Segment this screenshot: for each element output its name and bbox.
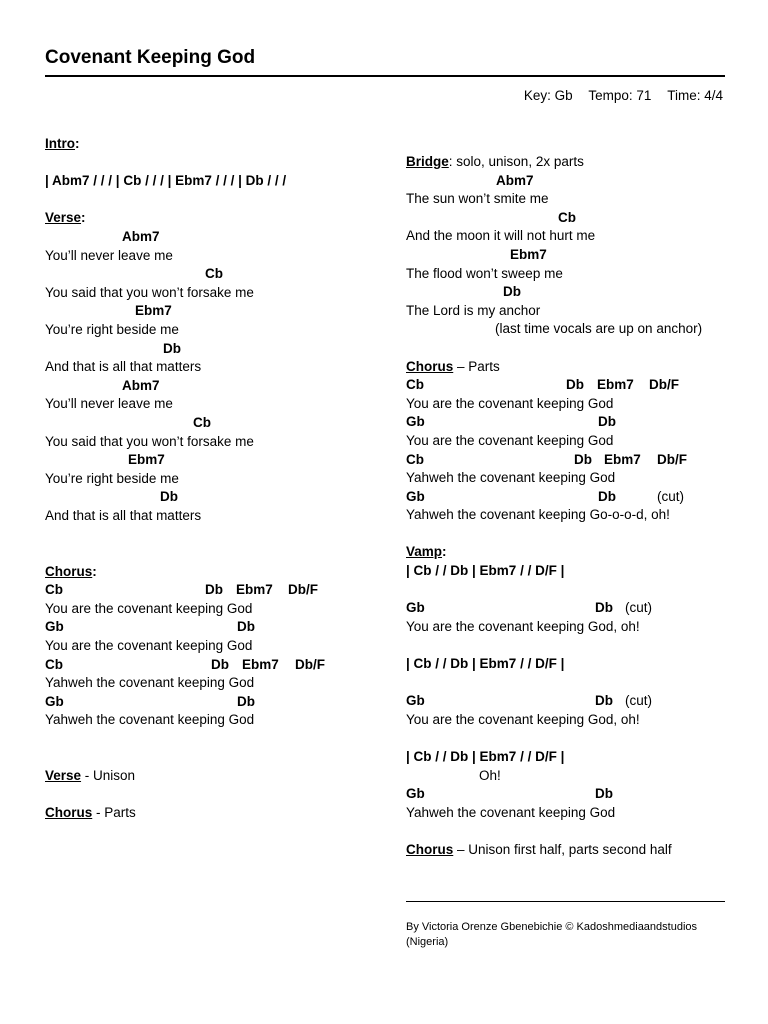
chord: Abm7 [496, 172, 534, 188]
chorus-note: – Parts [453, 358, 500, 374]
chord-line [45, 302, 375, 321]
lyric-line: The flood won’t sweep me [406, 265, 563, 281]
lyric-line: You’re right beside me [45, 470, 179, 486]
lyric-line: You’re right beside me [45, 321, 179, 337]
heading-colon: : [81, 210, 86, 226]
footer-rule [406, 901, 725, 902]
time-label: Time: 4/4 [667, 88, 723, 103]
chord: Db [237, 693, 255, 709]
chord-line [45, 414, 375, 433]
chord-line [45, 265, 375, 284]
lyric-line: The Lord is my anchor [406, 302, 541, 318]
heading-colon: : [442, 544, 447, 560]
cut-note: (cut) [625, 600, 652, 616]
chord: Db [211, 656, 229, 672]
oh-line [406, 767, 726, 786]
tempo-label: Tempo: 71 [588, 88, 652, 103]
chord: Ebm7 [510, 246, 547, 262]
chord-line [406, 376, 726, 395]
chord: Db/F [295, 656, 325, 672]
chord: Gb [406, 600, 425, 616]
chord: Cb [45, 582, 63, 598]
chord: Db [160, 489, 178, 505]
lyric-line: You are the covenant keeping God, oh! [406, 711, 640, 727]
lyric-line: You said that you won’t forsake me [45, 433, 254, 449]
lyric-line: And that is all that matters [45, 359, 202, 375]
bridge-heading-line [406, 153, 726, 172]
chord: Db [595, 600, 613, 616]
lyric-line: Yahweh the covenant keeping Go-o-o-d, oh! [406, 507, 670, 523]
chorus3-note: – Unison first half, parts second half [453, 841, 672, 857]
chorus3-line [406, 841, 726, 860]
intro-chord-line: | Abm7 / / / | Cb / / / | Ebm7 / / / | Db / / / [45, 173, 287, 189]
lyric-line: You are the covenant keeping God, oh! [406, 618, 640, 634]
chord: Db [503, 284, 521, 300]
chord: Db [237, 619, 255, 635]
lyric-line: You said that you won’t forsake me [45, 284, 254, 300]
chord-line [406, 692, 726, 711]
chord: Cb [406, 451, 424, 467]
cut-note: (cut) [657, 488, 684, 504]
chord: Gb [406, 414, 425, 430]
chord: Db/F [288, 582, 318, 598]
chord: Ebm7 [236, 582, 273, 598]
chord: Gb [45, 693, 64, 709]
chorus2-line [45, 804, 375, 823]
verse2-line [45, 767, 375, 786]
chorus-heading-line [45, 563, 375, 582]
chord: Gb [45, 619, 64, 635]
chord-line [406, 172, 726, 191]
chord: Ebm7 [604, 451, 641, 467]
chord-line [406, 246, 726, 265]
lyric-line: You are the covenant keeping God [406, 395, 614, 411]
chord: Abm7 [122, 228, 160, 244]
bridge-heading: Bridge [406, 154, 449, 169]
chord-line [45, 581, 375, 600]
chord: Abm7 [122, 377, 160, 393]
lyric-line: You are the covenant keeping God [45, 638, 253, 654]
chord: Ebm7 [242, 656, 279, 672]
chord: Ebm7 [597, 377, 634, 393]
title-rule [45, 75, 725, 77]
lyric-line: You’ll never leave me [45, 247, 173, 263]
chord-line [406, 413, 726, 432]
chord: Cb [205, 266, 223, 282]
verse-heading-line [45, 209, 375, 228]
chord: Ebm7 [135, 303, 172, 319]
intro-heading-line [45, 135, 375, 154]
heading-colon: : [75, 136, 80, 151]
chord: Db [595, 693, 613, 709]
chord: Ebm7 [128, 452, 165, 468]
chord-line [406, 599, 726, 618]
lyric-line: Yahweh the covenant keeping God [45, 675, 255, 691]
vamp-chord-line: | Cb / / Db | Ebm7 / / D/F | [406, 749, 565, 764]
vamp-heading: Vamp [406, 544, 443, 560]
left-column [45, 135, 375, 823]
credit-text: By Victoria Orenze Gbenebichie © Kadoshmediaandstudios (Nigeria) [406, 921, 698, 948]
oh-note: Oh! [479, 767, 501, 783]
chord-line [45, 451, 375, 470]
bridge-vocal-note-line [406, 320, 726, 339]
heading-colon: : [92, 563, 97, 579]
lyric-line: Yahweh the covenant keeping God [406, 470, 616, 486]
chord-line [406, 451, 726, 470]
chord: Cb [558, 209, 576, 225]
lyric-line: You are the covenant keeping God [45, 600, 253, 616]
song-meta [512, 88, 723, 103]
chord: Db [163, 340, 181, 356]
chord: Gb [406, 693, 425, 709]
chord: Gb [406, 488, 425, 504]
vocal-note: (last time vocals are up on anchor) [495, 321, 703, 337]
chord: Gb [406, 786, 425, 802]
chord: Cb [406, 377, 424, 393]
vamp-heading-line [406, 543, 726, 562]
chord-line [406, 785, 726, 804]
chord-line [45, 656, 375, 675]
intro-heading: Intro [45, 136, 75, 151]
chord: Cb [193, 414, 211, 430]
chord-line [45, 228, 375, 247]
chord-line [45, 618, 375, 637]
verse2-note: - Unison [81, 768, 136, 784]
lyric-line: You’ll never leave me [45, 396, 173, 412]
chord: Db/F [657, 451, 687, 467]
bridge-note: : solo, unison, 2x parts [448, 154, 584, 169]
chord: Db [598, 414, 616, 430]
lyric-line: You are the covenant keeping God [406, 432, 614, 448]
key-label: Key: Gb [523, 88, 573, 103]
chord-line [45, 340, 375, 359]
chord: Db [574, 451, 592, 467]
chord-line [45, 377, 375, 396]
vamp-chord-line: | Cb / / Db | Ebm7 / / D/F | [406, 656, 565, 672]
chord: Db [566, 377, 584, 393]
chord: Db [598, 488, 616, 504]
chord: Cb [45, 656, 63, 672]
chord-line [45, 488, 375, 507]
chord: Db [595, 786, 613, 802]
song-title: Covenant Keeping God [45, 47, 256, 68]
chorus2-note: - Parts [92, 805, 136, 821]
chorus-heading: Chorus [45, 563, 93, 579]
lyric-line: And the moon it will not hurt me [406, 228, 596, 244]
chorus-heading-line [406, 358, 726, 377]
lyric-line: Yahweh the covenant keeping God [406, 804, 616, 820]
chorus3-heading: Chorus [406, 841, 454, 857]
chord: Db/F [649, 377, 679, 393]
chord-line [45, 693, 375, 712]
chord-line [406, 283, 726, 302]
vamp-chord-line: | Cb / / Db | Ebm7 / / D/F | [406, 563, 565, 579]
verse-heading: Verse [45, 210, 82, 226]
chord: Db [205, 582, 223, 598]
lyric-line: And that is all that matters [45, 507, 202, 523]
lyric-line: The sun won’t smite me [406, 191, 549, 207]
chord-line [406, 209, 726, 228]
chorus-heading: Chorus [406, 358, 454, 374]
chorus2-heading: Chorus [45, 805, 93, 821]
cut-note: (cut) [625, 693, 652, 709]
chord-line [406, 488, 726, 507]
right-column [406, 153, 726, 860]
verse2-heading: Verse [45, 768, 82, 784]
lyric-line: Yahweh the covenant keeping God [45, 712, 255, 728]
